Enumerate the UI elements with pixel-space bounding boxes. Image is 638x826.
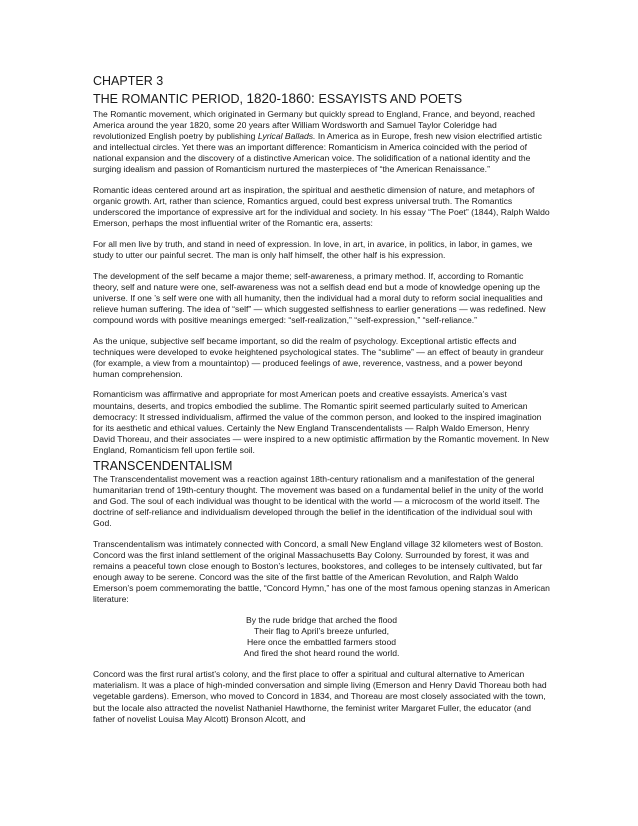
paragraph-text: In America as in Europe, fresh new vision electrified artistic and intellectual circles. Yet there was an important difference: Romanticism in America coincided with the period of national expansion and the discovery of a distinctive American voice. The solidification of a national identity and the surging idealism and passion of Romanticism nurtured the masterpieces of “the American Renaissance.” bbox=[93, 131, 542, 175]
paragraph-psychology: As the unique, subjective self became important, so did the realm of psychology. Exceptional artistic effects and techniques were developed to evoke heightened psychological states. The “sublime” — an effect of beauty in grandeur (for example, a view from a mountaintop) — produced feelings of awe, reverence, vastness, and a power beyond human comprehension. bbox=[93, 335, 544, 379]
book-title-lyrical-ballads: Lyrical Ballads. bbox=[257, 131, 316, 142]
paragraph-concord: Transcendentalism was intimately connected with Concord, a small New England village 32 kilometers west of Boston. Concord was the first inland settlement of the original Massachusetts Bay Colony. Surrounded by forest, it was and remains a peaceful town close enough to Boston’s lectures, bookstores, and colleges to be intensely cultivated, but far enough away to be serene. Concord was the site of the first battle of the American Revolution, and Ralph Waldo Emerson’s poem commemorating the battle, “Concord Hymn,” has one of the most famous opening stanzas in American literature: bbox=[93, 538, 550, 604]
poem-line: And fired the shot heard round the world. bbox=[243, 648, 400, 659]
paragraph-text: The Romantic movement, which originated in Germany but quickly spread to England, France, and beyond, reached America around the year 1820, some 20 years after William Wordsworth and Samuel Taylor Coleridge had revolutionized English poetry by publishing bbox=[93, 109, 535, 142]
chapter-title-tail: ESSAYISTS AND POETS bbox=[318, 92, 463, 106]
paragraph-romanticism-america: Romanticism was affirmative and appropriate for most American poets and creative essayists. America’s vast mountains, deserts, and tropics embodied the sublime. The Romantic spirit seemed particularly suited to American democracy: It stressed individualism, affirmed the value of the common person, and looked to the inspired imagination for its aesthetic and ethical values. Certainly the New England Transcendentalists — Ralph Waldo Emerson, Henry David Thoreau, and their associates — were inspired to a new optimistic affirmation by the Romantic movement. In New England, Romanticism fell upon fertile soil. bbox=[93, 389, 549, 455]
poem-concord-hymn bbox=[93, 615, 550, 660]
paragraph-romantic-movement bbox=[93, 109, 550, 176]
chapter-title-years: 1820-1860: bbox=[246, 91, 319, 106]
chapter-title bbox=[93, 91, 550, 107]
poem-line: Their flag to April’s breeze unfurled, bbox=[253, 625, 390, 636]
paragraph-transcendentalist-movement: The Transcendentalist movement was a reaction against 18th-century rationalism and a manifestation of the general humanitarian trend of 19th-century thought. The movement was based on a fundamental belief in the unity of the world and God. The soul of each individual was thought to be identical with the world — a microcosm of the world itself. The doctrine of self-reliance and individualism developed through the belief in the identification of the individual soul with God. bbox=[93, 473, 544, 528]
chapter-title-text: THE ROMANTIC PERIOD, bbox=[93, 92, 247, 106]
paragraph-self: The development of the self became a major theme; self-awareness, a primary method. If, according to Romantic theory, self and nature were one, self-awareness was not a selfish dead end but a mode of knowledge opening up the universe. If one ’s self were one with all humanity, then the individual had a moral duty to reform social inequalities and relieve human suffering. The idea of “self” — which suggested selfishness to earlier generations — was redefined. New compound words with positive meanings emerged: “self-realization,” “self-expression,” “self-reliance.” bbox=[93, 270, 546, 325]
poem-line: By the rude bridge that arched the flood bbox=[246, 614, 397, 625]
paragraph-artist-colony: Concord was the first rural artist’s colony, and the first place to offer a spiritual and cultural alternative to American materialism. It was a place of high-minded conversation and simple living (Emerson and Henry David Thoreau both had vegetable gardens). Emerson, who moved to Concord in 1834, and Thoreau are most closely associated with the town, but the locale also attracted the novelist Nathaniel Hawthorne, the feminist writer Margaret Fuller, the educator (and father of novelist Louisa May Alcott) Bronson Alcott, and bbox=[93, 669, 547, 724]
section-heading-transcendentalism: TRANSCENDENTALISM bbox=[93, 458, 233, 473]
paragraph-emerson-quote: For all men live by truth, and stand in need of expression. In love, in art, in avarice, in politics, in labor, in games, we study to utter our painful secret. The man is only half himself, the other half is his expression. bbox=[93, 238, 533, 261]
chapter-label: CHAPTER 3 bbox=[93, 74, 164, 88]
paragraph-romantic-ideas: Romantic ideas centered around art as inspiration, the spiritual and aesthetic dimension of nature, and metaphors of organic growth. Art, rather than science, Romantics argued, could best express universal truth. The Romantics underscored the importance of expressive art for the individual and society. In his essay “The Poet” (1844), Ralph Waldo Emerson, perhaps the most influential writer of the Romantic era, asserts: bbox=[93, 185, 550, 229]
poem-line: Here once the embattled farmers stood bbox=[246, 637, 397, 648]
